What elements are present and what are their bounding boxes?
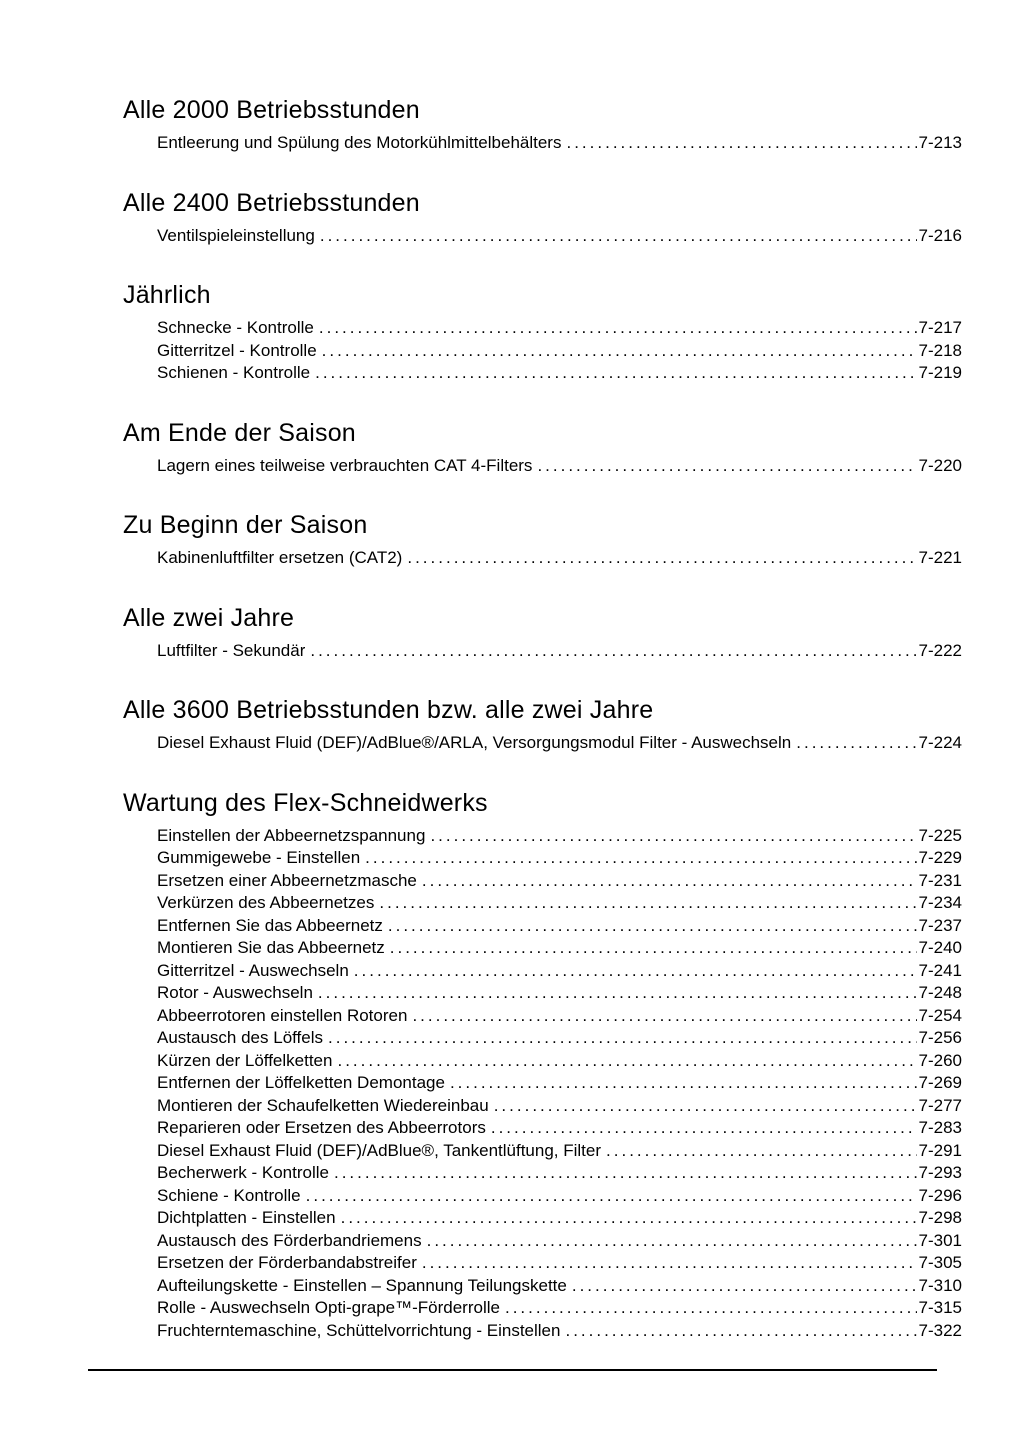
section-heading: Alle 2400 Betriebsstunden (123, 188, 420, 217)
dot-leader (390, 937, 917, 960)
toc-entry (157, 982, 962, 1005)
section-entries (123, 132, 962, 155)
toc-entry (157, 1275, 962, 1298)
section-heading: Jährlich (123, 281, 211, 309)
toc-section (123, 96, 962, 155)
dot-leader (318, 982, 917, 1005)
section-entries (123, 640, 962, 663)
entry-page-number: 7-315 (918, 1298, 962, 1317)
entry-page-number: 7-213 (918, 133, 962, 152)
entry-page-number: 7-298 (918, 1208, 962, 1227)
toc (123, 96, 962, 1342)
section-heading: Alle zwei Jahre (123, 603, 295, 632)
entry-page-number: 7-310 (918, 1275, 962, 1295)
toc-entry (157, 455, 962, 478)
dot-leader (422, 870, 917, 893)
toc-section (123, 281, 962, 385)
toc-entry (157, 640, 962, 663)
toc-section (123, 189, 962, 248)
entry-page-number: 7-237 (918, 915, 962, 935)
entry-title: Ersetzen einer Abbeernetzmasche (157, 870, 417, 890)
toc-entry (157, 825, 962, 848)
entry-page-number: 7-234 (918, 893, 962, 912)
toc-entry (157, 1005, 962, 1028)
entry-page-number: 7-216 (918, 225, 962, 245)
dot-leader (388, 915, 917, 938)
entry-title: Austausch des Löffels (157, 1028, 324, 1047)
dot-leader (537, 455, 916, 478)
toc-section (123, 696, 962, 755)
dot-leader (491, 1117, 917, 1140)
dot-leader (407, 547, 916, 570)
section-heading: Alle 3600 Betriebsstunden bzw. alle zwei Jahre (123, 696, 654, 724)
toc-entry (157, 1252, 962, 1275)
entry-title: Ersetzen der Förderbandabstreifer (157, 1253, 417, 1272)
entry-page-number: 7-218 (918, 340, 962, 360)
entry-page-number: 7-217 (918, 318, 962, 337)
entry-page-number: 7-291 (918, 1140, 962, 1160)
entry-title: Diesel Exhaust Fluid (DEF)/AdBlue®/ARLA, Versorgungsmodul Filter - Auswechseln (157, 733, 792, 752)
entry-title: Schnecke - Kontrolle (157, 318, 314, 337)
toc-section (123, 789, 962, 1343)
toc-entry (157, 870, 962, 893)
entry-page-number: 7-248 (918, 983, 962, 1002)
toc-entry (157, 937, 962, 960)
dot-leader (422, 1252, 917, 1275)
dot-leader (796, 732, 916, 755)
entry-title: Einstellen der Abbeernetzspannung (157, 825, 426, 845)
entry-title: Rotor - Auswechseln (157, 983, 313, 1002)
toc-entry (157, 1117, 962, 1140)
dot-leader (365, 847, 916, 870)
entry-page-number: 7-221 (918, 548, 962, 567)
toc-entry (157, 1162, 962, 1185)
toc-entry (157, 915, 962, 938)
entry-title: Montieren Sie das Abbeernetz (157, 938, 385, 957)
toc-entry (157, 132, 962, 155)
toc-entry (157, 1140, 962, 1163)
dot-leader (310, 640, 916, 663)
entry-page-number: 7-240 (918, 938, 962, 957)
dot-leader (379, 892, 916, 915)
dot-leader (572, 1275, 917, 1298)
entry-title: Schienen - Kontrolle (157, 363, 311, 382)
entry-title: Kabinenluftfilter ersetzen (CAT2) (157, 548, 403, 567)
entry-page-number: 7-269 (918, 1073, 962, 1092)
toc-entry (157, 1207, 962, 1230)
entry-title: Aufteilungskette - Einstellen – Spannung Teilungskette (157, 1275, 567, 1295)
dot-leader (430, 825, 916, 848)
dot-leader (334, 1162, 917, 1185)
entry-title: Schiene - Kontrolle (157, 1185, 301, 1205)
dot-leader (412, 1005, 916, 1028)
toc-entry (157, 1050, 962, 1073)
toc-entry (157, 892, 962, 915)
toc-section (123, 604, 962, 663)
entry-title: Fruchterntemaschine, Schüttelvorrichtung - Einstellen (157, 1320, 561, 1340)
entry-page-number: 7-219 (918, 363, 962, 382)
section-entries (123, 225, 962, 248)
toc-entry (157, 317, 962, 340)
footer-rule (88, 1369, 937, 1371)
toc-entry (157, 1095, 962, 1118)
entry-title: Austausch des Förderbandriemens (157, 1230, 422, 1250)
dot-leader (341, 1207, 917, 1230)
dot-leader (306, 1185, 917, 1208)
dot-leader (505, 1297, 917, 1320)
entry-page-number: 7-260 (918, 1050, 962, 1070)
entry-title: Verkürzen des Abbeernetzes (157, 893, 375, 912)
entry-title: Entfernen der Löffelketten Demontage (157, 1073, 445, 1092)
dot-leader (320, 225, 917, 248)
section-heading: Wartung des Flex-Schneidwerks (123, 788, 488, 817)
entry-title: Ventilspieleinstellung (157, 225, 315, 245)
toc-entry (157, 732, 962, 755)
section-heading: Zu Beginn der Saison (123, 511, 368, 539)
entry-page-number: 7-296 (918, 1185, 962, 1205)
toc-entry (157, 1072, 962, 1095)
dot-leader (322, 340, 917, 363)
dot-leader (337, 1050, 916, 1073)
entry-title: Reparieren oder Ersetzen des Abbeerrotors (157, 1118, 486, 1137)
entry-page-number: 7-225 (918, 825, 962, 845)
dot-leader (328, 1027, 917, 1050)
entry-page-number: 7-224 (918, 733, 962, 752)
entry-title: Luftfilter - Sekundär (157, 640, 306, 660)
toc-entry (157, 1185, 962, 1208)
section-entries (123, 317, 962, 385)
dot-leader (450, 1072, 917, 1095)
dot-leader (315, 362, 916, 385)
entry-title: Gitterritzel - Auswechseln (157, 960, 349, 980)
toc-entry (157, 960, 962, 983)
toc-section (123, 511, 962, 570)
entry-title: Entleerung und Spülung des Motorkühlmittelbehälters (157, 133, 562, 152)
entry-page-number: 7-277 (918, 1095, 962, 1115)
entry-page-number: 7-254 (918, 1005, 962, 1025)
dot-leader (566, 132, 916, 155)
section-entries (123, 825, 962, 1343)
entry-page-number: 7-301 (918, 1230, 962, 1250)
entry-page-number: 7-293 (918, 1163, 962, 1182)
dot-leader (319, 317, 917, 340)
toc-entry (157, 847, 962, 870)
entry-page-number: 7-322 (918, 1320, 962, 1340)
entry-title: Diesel Exhaust Fluid (DEF)/AdBlue®, Tankentlüftung, Filter (157, 1140, 602, 1160)
entry-page-number: 7-283 (918, 1118, 962, 1137)
entry-page-number: 7-231 (918, 870, 962, 890)
toc-entry (157, 225, 962, 248)
dot-leader (606, 1140, 916, 1163)
toc-entry (157, 1297, 962, 1320)
dot-leader (494, 1095, 917, 1118)
entry-page-number: 7-241 (918, 960, 962, 980)
entry-title: Gummigewebe - Einstellen (157, 848, 361, 867)
entry-title: Entfernen Sie das Abbeernetz (157, 915, 383, 935)
entry-page-number: 7-229 (918, 848, 962, 867)
toc-entry (157, 547, 962, 570)
section-entries (123, 455, 962, 478)
entry-page-number: 7-222 (918, 640, 962, 660)
entry-title: Rolle - Auswechseln Opti-grape™-Förderrolle (157, 1298, 500, 1317)
entry-title: Dichtplatten - Einstellen (157, 1208, 336, 1227)
dot-leader (354, 960, 917, 983)
section-entries (123, 547, 962, 570)
entry-page-number: 7-256 (918, 1028, 962, 1047)
entry-title: Abbeerrotoren einstellen Rotoren (157, 1005, 408, 1025)
entry-title: Lagern eines teilweise verbrauchten CAT 4-Filters (157, 455, 533, 475)
section-heading: Am Ende der Saison (123, 418, 356, 447)
entry-title: Montieren der Schaufelketten Wiedereinbau (157, 1095, 489, 1115)
toc-entry (157, 362, 962, 385)
entry-title: Kürzen der Löffelketten (157, 1050, 333, 1070)
entry-page-number: 7-220 (918, 455, 962, 475)
toc-entry (157, 1320, 962, 1343)
entry-title: Becherwerk - Kontrolle (157, 1163, 329, 1182)
dot-leader (427, 1230, 917, 1253)
toc-section (123, 419, 962, 478)
toc-entry (157, 1027, 962, 1050)
dot-leader (565, 1320, 916, 1343)
toc-entry (157, 1230, 962, 1253)
section-heading: Alle 2000 Betriebsstunden (123, 96, 420, 124)
entry-title: Gitterritzel - Kontrolle (157, 340, 317, 360)
section-entries (123, 732, 962, 755)
entry-page-number: 7-305 (918, 1253, 962, 1272)
toc-entry (157, 340, 962, 363)
